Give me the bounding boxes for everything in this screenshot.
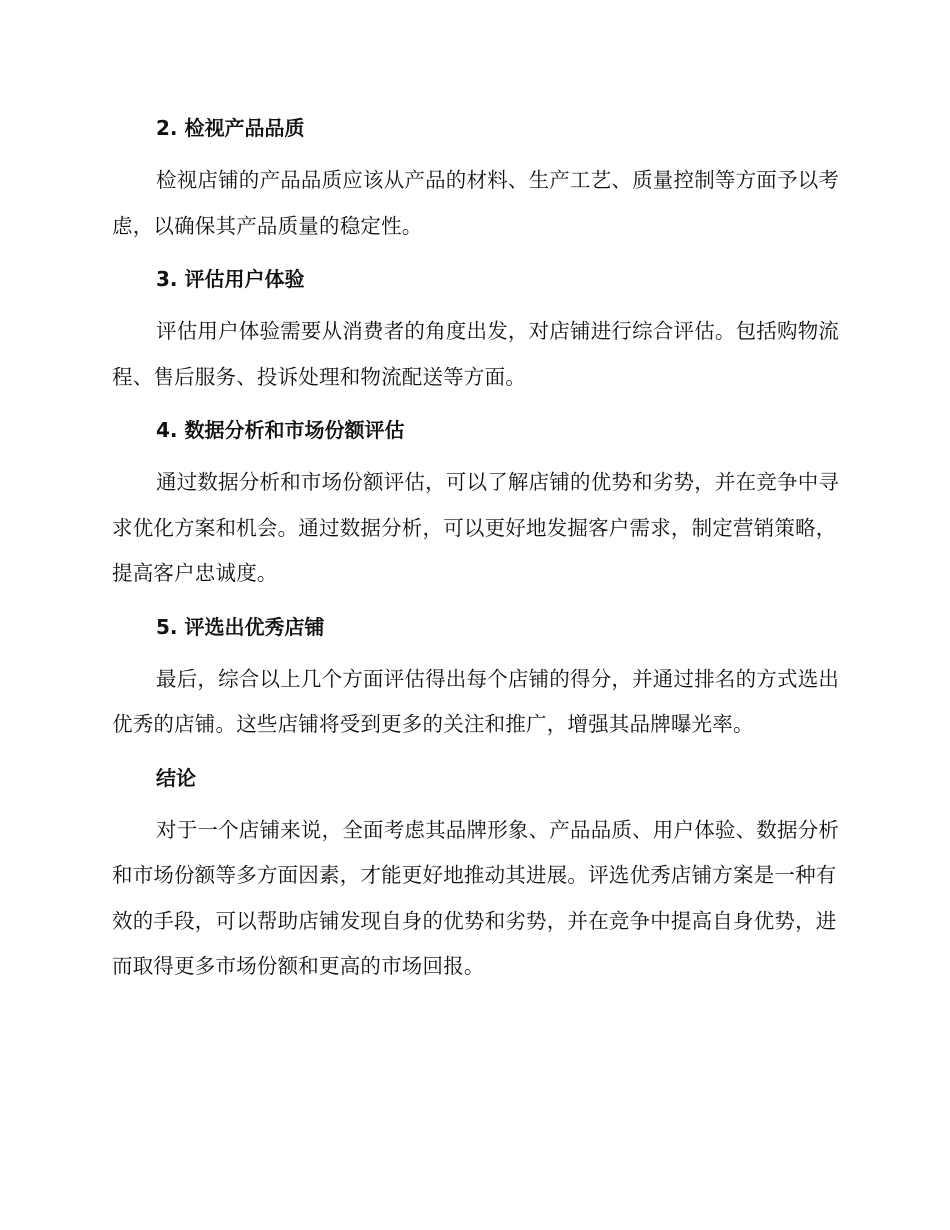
section-paragraph-product-quality: 检视店铺的产品品质应该从产品的材料、生产工艺、质量控制等方面予以考虑，以确保其产品质量的稳定性。 — [112, 168, 840, 238]
document-body — [112, 112, 840, 1004]
section-heading-data-analysis: 4. 数据分析和市场份额评估 — [156, 418, 405, 442]
section-heading-select-stores: 5. 评选出优秀店铺 — [156, 614, 325, 639]
section-paragraph-data-analysis: 通过数据分析和市场份额评估，可以了解店铺的优势和劣势，并在竞争中寻求优化方案和机会。通过数据分析，可以更好地发掘客户需求，制定营销策略，提高客户忠诚度。 — [112, 470, 840, 585]
section-paragraph-select-stores: 最后，综合以上几个方面评估得出每个店铺的得分，并通过排名的方式选出优秀的店铺。这些店铺将受到更多的关注和推广，增强其品牌曝光率。 — [112, 666, 840, 736]
section-heading-conclusion: 结论 — [156, 765, 196, 790]
section-paragraph-user-experience: 评估用户体验需要从消费者的角度出发，对店铺进行综合评估。包括购物流程、售后服务、投诉处理和物流配送等方面。 — [112, 319, 840, 389]
section-paragraph-conclusion: 对于一个店铺来说，全面考虑其品牌形象、产品品质、用户体验、数据分析和市场份额等多方面因素，才能更好地推动其进展。评选优秀店铺方案是一种有效的手段，可以帮助店铺发现自身的优势和劣势，并在竞争中提高自身优势，进而取得更多市场份额和更高的市场回报。 — [112, 817, 840, 978]
section-heading-user-experience: 3. 评估用户体验 — [156, 267, 305, 291]
section-heading-product-quality: 2. 检视产品品质 — [156, 116, 305, 140]
